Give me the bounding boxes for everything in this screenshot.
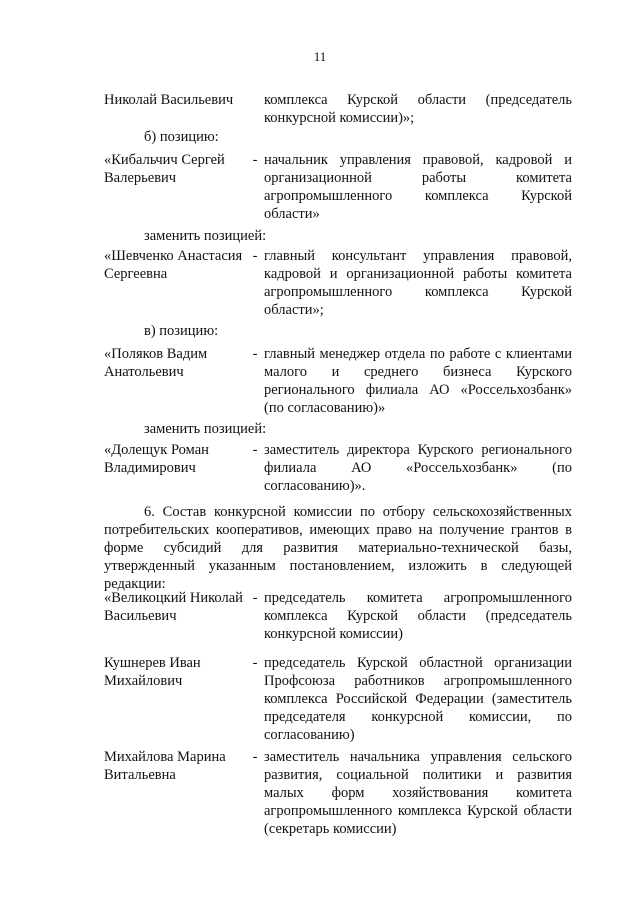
member-role: начальник управления правовой, кадровой и организационной работы комитета агропромышленного комплекса Курской области» <box>264 152 572 222</box>
member-name: «Поляков Вадим Анатольевич <box>104 346 208 380</box>
dash-separator: - <box>252 590 258 606</box>
section-intro: б) позицию: <box>144 129 219 145</box>
replace-label: заменить позицией: <box>144 228 267 244</box>
member-role: председатель комитета агропромышленного комплекса Курской области (председатель конкурсной комиссии) <box>264 590 572 642</box>
member-role: председатель Курской областной организации Профсоюза работников агропромышленного комплекса Российской Федерации (заместитель председателя конкурсной комиссии, по согласованию) <box>264 655 572 743</box>
member-name: Кушнерев Иван Михайлович <box>104 655 201 689</box>
dash-separator: - <box>252 152 258 168</box>
member-role: главный консультант управления правовой, кадровой и организационной работы комитета агропромышленного комплекса Курской области»; <box>264 248 572 318</box>
member-name: Николай Васильевич <box>104 92 234 108</box>
section-intro: в) позицию: <box>144 323 219 339</box>
member-name: Михайлова Марина Витальевна <box>104 749 226 783</box>
replace-label: заменить позицией: <box>144 421 267 437</box>
dash-separator: - <box>252 655 258 671</box>
member-role: комплекса Курской области (председатель конкурсной комиссии)»; <box>264 92 572 126</box>
member-name: «Великоцкий Николай Васильевич <box>104 590 243 624</box>
dash-separator: - <box>252 442 258 458</box>
page-number: 11 <box>313 49 327 64</box>
member-name: «Долещук Роман Владимирович <box>104 442 209 476</box>
member-role: заместитель начальника управления сельского развития, социальной политики и развития малых форм хозяйствования комитета агропромышленного комплекса Курской области (секретарь комиссии) <box>264 749 572 837</box>
member-name: «Кибальчич Сергей Валерьевич <box>104 152 225 186</box>
member-name: «Шевченко Анастасия Сергеевна <box>104 248 243 282</box>
member-role: главный менеджер отдела по работе с клиентами малого и среднего бизнеса Курского регионального филиала АО «Россельхозбанк» (по согласованию)» <box>264 346 572 416</box>
dash-separator: - <box>252 346 258 362</box>
dash-separator: - <box>252 749 258 765</box>
dash-separator: - <box>252 248 258 264</box>
paragraph-6: 6. Состав конкурсной комиссии по отбору сельскохозяйственных потребительских кооперативов, имеющих право на получение грантов в форме субсидий для развития материально-технической базы, утвержденный указанным постановлением, изложить в следующей редакции: <box>104 504 572 592</box>
member-role: заместитель директора Курского регионального филиала АО «Россельхозбанк» (по согласованию)». <box>264 442 572 494</box>
